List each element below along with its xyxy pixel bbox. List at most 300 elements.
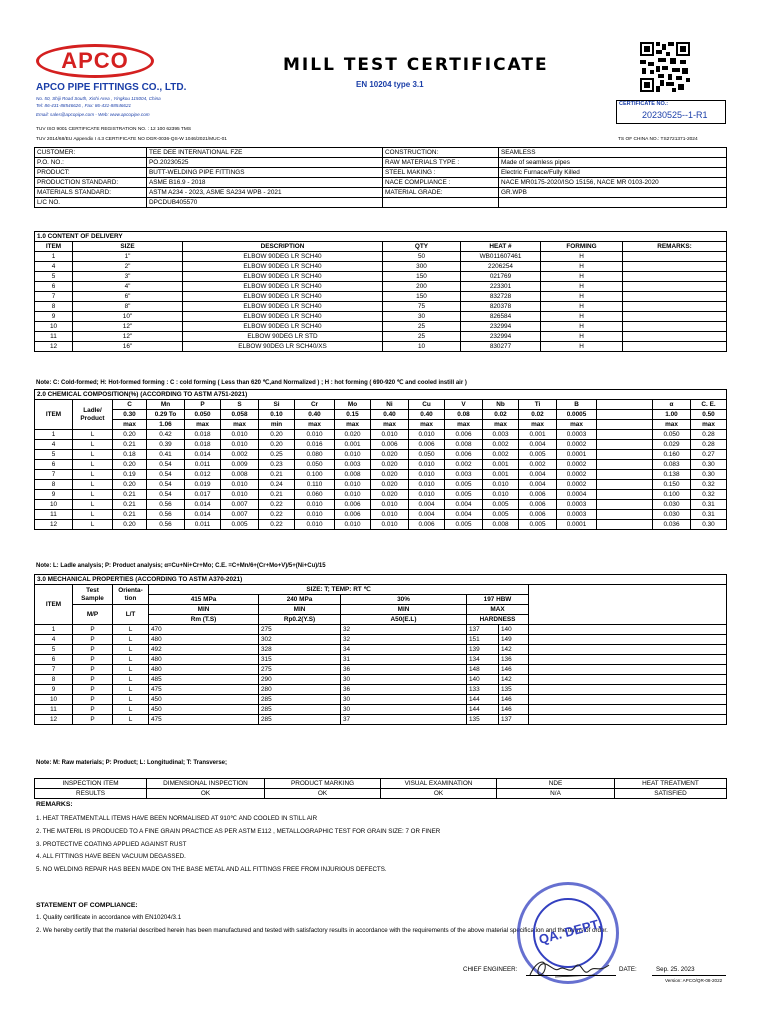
table-cell: 30	[341, 675, 467, 685]
table-cell: 300	[383, 262, 461, 272]
table-cell: 0.010	[371, 520, 409, 530]
empty-cell	[529, 705, 727, 715]
table-cell: H	[541, 272, 623, 282]
table-cell: 0.004	[519, 480, 557, 490]
qr-code-icon	[640, 42, 690, 92]
table-cell: H	[541, 332, 623, 342]
table-cell: 146	[499, 705, 529, 715]
table-cell: P	[73, 675, 113, 685]
remark-1: 1. HEAT TREATMENT:ALL ITEMS HAVE BEEN NORMALISED AT 910℃ AND COOLED IN STILL AIR	[36, 815, 318, 822]
table-cell	[623, 312, 727, 322]
table-cell: 820378	[461, 302, 541, 312]
table-cell: 148	[467, 665, 499, 675]
table-cell: 0.0001	[557, 520, 597, 530]
table-cell: H	[541, 302, 623, 312]
table-cell: 0.28	[691, 430, 727, 440]
table-cell: 0.006	[335, 500, 371, 510]
signature-line	[526, 975, 616, 976]
table-cell: 0.21	[259, 470, 295, 480]
table-cell: ELBOW 90DEG LR SCH40	[183, 312, 383, 322]
table-cell: 0.21	[259, 490, 295, 500]
table-cell: 485	[149, 675, 259, 685]
table-row	[35, 262, 727, 272]
table-cell: 50	[383, 252, 461, 262]
table-cell: 0.006	[519, 500, 557, 510]
table-cell: 0.009	[221, 460, 259, 470]
table-cell: 7	[35, 470, 73, 480]
chem-limit-row: max 1.06 max max min max max max max max max max max max max	[35, 420, 727, 430]
table-row	[35, 665, 727, 675]
table-cell: 0.020	[371, 490, 409, 500]
table-cell: 7	[35, 292, 73, 302]
table-cell	[597, 440, 653, 450]
table-cell: 12"	[73, 322, 183, 332]
table-cell: 0.100	[295, 470, 335, 480]
table-cell	[623, 322, 727, 332]
chem-requirement-row: 0.30 0.29 To 0.050 0.058 0.10 0.40 0.15 0.40 0.40 0.08 0.02 0.02 0.0005 1.00 0.50	[35, 410, 727, 420]
table-row	[35, 470, 727, 480]
compliance-title: STATEMENT OF COMPLIANCE:	[36, 902, 138, 909]
table-cell: 315	[259, 655, 341, 665]
table-cell	[623, 342, 727, 352]
table-cell: 0.003	[335, 460, 371, 470]
date-value: Sep. 25. 2023	[656, 966, 695, 973]
table-cell: 0.003	[445, 470, 483, 480]
table-cell: 0.56	[147, 510, 185, 520]
remark-2: 2. THE MATERIL IS PRODUCED TO A FINE GRAIN PRACTICE AS PER ASTM E112 , METALLOGRAPHIC TEST FOR GRAIN SIZE: 7 OR FINER	[36, 828, 441, 835]
table-cell: 0.20	[259, 440, 295, 450]
table-cell: L	[73, 470, 113, 480]
table-row	[35, 645, 727, 655]
table-cell: 0.006	[445, 430, 483, 440]
table-cell: 223301	[461, 282, 541, 292]
table-row	[35, 342, 727, 352]
table-cell: 0.010	[409, 430, 445, 440]
table-cell: 36	[341, 685, 467, 695]
chemical-table	[34, 389, 727, 530]
table-cell: 32	[341, 635, 467, 645]
table-cell: L	[73, 460, 113, 470]
table-cell: 0.001	[335, 440, 371, 450]
table-cell: 31	[341, 655, 467, 665]
table-cell: 11	[35, 332, 73, 342]
table-cell: 32	[341, 625, 467, 635]
ts-china-number: TS OF CHINA NO.: TS2721371-2024	[618, 137, 698, 142]
table-cell: 0.005	[483, 500, 519, 510]
table-cell: 0.22	[259, 510, 295, 520]
empty-cell	[529, 645, 727, 655]
chem-element-row: ITEM Ladle/ Product C Mn P S Si Cr Mo Ni Cu V Nb Ti B α C. E.	[35, 400, 727, 410]
table-cell: 0.21	[113, 500, 147, 510]
table-cell: L	[73, 490, 113, 500]
table-cell	[623, 282, 727, 292]
table-row	[35, 292, 727, 302]
table-cell: 0.005	[445, 520, 483, 530]
table-cell: P	[73, 705, 113, 715]
table-cell: ELBOW 90DEG LR SCH40	[183, 292, 383, 302]
table-row	[35, 252, 727, 262]
table-cell: 16"	[73, 342, 183, 352]
table-cell: 0.010	[371, 510, 409, 520]
delivery-section-title: 1.0 CONTENT OF DELIVERY	[35, 232, 727, 242]
table-cell: L	[73, 520, 113, 530]
info-row: MATERIALS STANDARD: ASTM A234 - 2023, ASME SA234 WPB - 2021 MATERIAL GRADE: GR.WPB	[35, 188, 727, 198]
table-cell: 0.002	[445, 460, 483, 470]
table-cell: ELBOW 90DEG LR SCH40	[183, 322, 383, 332]
table-cell: 1	[35, 430, 73, 440]
table-cell: 149	[499, 635, 529, 645]
table-cell: H	[541, 312, 623, 322]
table-cell: 830277	[461, 342, 541, 352]
table-cell: 0.010	[295, 500, 335, 510]
table-cell: 4	[35, 635, 73, 645]
company-phone: Tel: 86-431-88546626 , Fax: 86-431-88546621	[36, 103, 132, 108]
table-cell: 9	[35, 490, 73, 500]
table-cell: ELBOW 90DEG LR SCH40/XS	[183, 342, 383, 352]
table-cell: 5	[35, 645, 73, 655]
table-cell: L	[113, 675, 149, 685]
table-cell: 0.22	[259, 500, 295, 510]
table-cell: 0.008	[483, 520, 519, 530]
table-cell: 6	[35, 282, 73, 292]
table-cell: 150	[383, 292, 461, 302]
table-cell: 12"	[73, 332, 183, 342]
table-cell: 0.23	[259, 460, 295, 470]
table-cell: 11	[35, 705, 73, 715]
table-cell	[597, 460, 653, 470]
table-cell: 144	[467, 705, 499, 715]
table-cell: 0.0004	[557, 490, 597, 500]
table-cell: 0.005	[519, 520, 557, 530]
table-cell: 475	[149, 715, 259, 725]
table-cell	[623, 292, 727, 302]
table-cell: 140	[467, 675, 499, 685]
table-cell: H	[541, 322, 623, 332]
table-cell: L	[73, 450, 113, 460]
table-cell: 11	[35, 510, 73, 520]
table-cell: 0.029	[653, 440, 691, 450]
table-cell	[597, 500, 653, 510]
table-cell: ELBOW 90DEG LR SCH40	[183, 252, 383, 262]
table-cell: ELBOW 90DEG LR SCH40	[183, 272, 383, 282]
table-cell: 10	[35, 500, 73, 510]
table-cell: 7	[35, 665, 73, 675]
table-cell: L	[113, 635, 149, 645]
table-cell: L	[113, 685, 149, 695]
table-cell: 0.018	[185, 440, 221, 450]
table-row	[35, 635, 727, 645]
table-cell: 30	[341, 705, 467, 715]
table-cell: L	[113, 625, 149, 635]
table-cell: 0.008	[221, 470, 259, 480]
table-cell: P	[73, 695, 113, 705]
table-cell: P	[73, 625, 113, 635]
table-cell: 832728	[461, 292, 541, 302]
table-cell: 10	[35, 322, 73, 332]
table-cell: 0.0002	[557, 470, 597, 480]
table-cell: P	[73, 635, 113, 645]
table-cell: 475	[149, 685, 259, 695]
table-cell: 12	[35, 520, 73, 530]
table-cell: 2206254	[461, 262, 541, 272]
table-row	[35, 480, 727, 490]
inspection-table	[34, 778, 727, 799]
table-cell: 0.010	[295, 520, 335, 530]
table-cell: 0.006	[335, 510, 371, 520]
table-cell: 0.080	[295, 450, 335, 460]
table-cell: 0.010	[221, 440, 259, 450]
empty-cell	[529, 675, 727, 685]
mechanical-note: Note: M: Raw materials; P: Product; L: Longitudinal; T: Transverse;	[36, 760, 228, 766]
table-cell: 2"	[73, 262, 183, 272]
empty-cell	[529, 635, 727, 645]
table-row	[35, 282, 727, 292]
delivery-note: Note: C: Cold-formed; H: Hot-formed forming : C : cold forming ( Less than 620 ℃,and Normalized ) ; H : hot forming ( 690-920 ℃ and cooled instill air )	[36, 380, 467, 386]
table-cell: 146	[499, 695, 529, 705]
table-cell: 0.017	[185, 490, 221, 500]
info-row: L/C NO. DPCDUB405570	[35, 198, 727, 208]
table-cell: 0.005	[445, 490, 483, 500]
table-cell: 0.25	[259, 450, 295, 460]
table-cell	[623, 252, 727, 262]
table-cell: 0.0002	[557, 440, 597, 450]
table-cell: 30	[341, 695, 467, 705]
table-cell: 0.011	[185, 520, 221, 530]
table-cell: 133	[467, 685, 499, 695]
table-cell: 492	[149, 645, 259, 655]
table-cell: H	[541, 282, 623, 292]
table-cell: 0.004	[445, 510, 483, 520]
remark-3: 3. PROTECTIVE COATING APPLIED AGAINST RUST	[36, 841, 187, 848]
table-cell: 285	[259, 715, 341, 725]
table-cell: 0.016	[295, 440, 335, 450]
table-cell: 0.012	[185, 470, 221, 480]
table-cell: 0.56	[147, 520, 185, 530]
table-cell: 36	[341, 665, 467, 675]
table-cell: L	[113, 645, 149, 655]
table-cell: 0.0001	[557, 450, 597, 460]
table-cell: 1	[35, 625, 73, 635]
table-cell: 12	[35, 715, 73, 725]
table-cell: 0.005	[221, 520, 259, 530]
table-cell: 142	[499, 645, 529, 655]
table-cell: 0.010	[483, 490, 519, 500]
info-row: CUSTOMER: TEE DEE INTERNATIONAL FZE CONSTRUCTION: SEAMLESS	[35, 148, 727, 158]
table-cell	[623, 332, 727, 342]
table-cell: 0.30	[691, 520, 727, 530]
table-row	[35, 322, 727, 332]
table-cell: 135	[499, 685, 529, 695]
table-cell	[597, 490, 653, 500]
table-cell: 0.010	[409, 490, 445, 500]
table-cell	[597, 470, 653, 480]
table-cell: 0.060	[295, 490, 335, 500]
table-cell: L	[113, 715, 149, 725]
table-cell: 232994	[461, 332, 541, 342]
chemical-section-title: 2.0 CHEMICAL COMPOSITION(%) (ACCORDING TO ASTM A751-2021)	[35, 390, 727, 400]
table-cell: 4	[35, 440, 73, 450]
table-cell: 0.21	[113, 440, 147, 450]
table-row	[35, 510, 727, 520]
chemical-note: Note: L: Ladle analysis; P: Product analysis; α=Cu+Ni+Cr+Mo; C.E. =C+Mn/6+(Cr+Mo+V)/5+(Ni+Cu)/15	[36, 563, 326, 569]
table-cell: L	[73, 430, 113, 440]
table-cell: 1	[35, 252, 73, 262]
table-cell: 0.138	[653, 470, 691, 480]
info-row: P.O. NO.: PO.20230525 RAW MATERIALS TYPE : Made of seamless pipes	[35, 158, 727, 168]
table-cell: 0.20	[113, 430, 147, 440]
document-title: MILL TEST CERTIFICATE	[283, 55, 549, 75]
inspection-header-row: INSPECTION ITEM DIMENSIONAL INSPECTION PRODUCT MARKING VISUAL EXAMINATION NDE HEAT TREATMENT	[35, 779, 727, 789]
table-cell: L	[113, 695, 149, 705]
table-cell	[623, 272, 727, 282]
table-cell: 0.050	[295, 460, 335, 470]
table-cell: P	[73, 655, 113, 665]
table-cell: 0.30	[691, 470, 727, 480]
table-cell: 0.004	[519, 440, 557, 450]
table-cell: 0.006	[409, 440, 445, 450]
chief-engineer-label: CHIEF ENGINEER:	[463, 966, 518, 973]
ped-certificate: TUV 2014/68/EU Appendix I 4.3 CERTIFICATE NO DGR-0036-QS-W 1046/2021/MUC-01	[36, 137, 227, 142]
table-cell: 0.18	[113, 450, 147, 460]
table-row	[35, 695, 727, 705]
table-cell: 0.004	[409, 510, 445, 520]
table-cell: 0.006	[519, 510, 557, 520]
table-cell: 0.010	[221, 490, 259, 500]
table-cell: 142	[499, 675, 529, 685]
table-cell: 0.030	[653, 500, 691, 510]
table-cell: ELBOW 90DEG LR SCH40	[183, 282, 383, 292]
table-cell: 0.020	[371, 450, 409, 460]
table-cell: 0.010	[409, 460, 445, 470]
mechanical-section-title: 3.0 MECHANICAL PROPERTIES (ACCORDING TO ASTM A370-2021)	[35, 575, 727, 585]
table-cell: 8"	[73, 302, 183, 312]
table-cell: 470	[149, 625, 259, 635]
remarks-title: REMARKS:	[36, 801, 73, 808]
table-cell: 275	[259, 625, 341, 635]
table-cell: 0.0003	[557, 500, 597, 510]
remark-4: 4. ALL FITTINGS HAVE BEEN VACUUM DEGASSED.	[36, 853, 186, 860]
table-cell: P	[73, 685, 113, 695]
table-cell: 150	[383, 272, 461, 282]
table-cell: 0.014	[185, 500, 221, 510]
table-cell: 0.050	[409, 450, 445, 460]
table-cell: 0.050	[653, 430, 691, 440]
table-cell: 8	[35, 675, 73, 685]
delivery-table	[34, 231, 727, 352]
company-email: Email: sales@apcopipe.com - Web: www.apcopipe.com	[36, 112, 150, 117]
table-cell: 10	[383, 342, 461, 352]
empty-cell	[529, 685, 727, 695]
table-row	[35, 490, 727, 500]
signature-icon	[525, 955, 615, 983]
table-cell: 826584	[461, 312, 541, 322]
table-cell: 0.003	[483, 430, 519, 440]
table-cell: 4"	[73, 282, 183, 292]
table-cell	[597, 510, 653, 520]
table-cell: 0.20	[113, 520, 147, 530]
table-cell: 0.002	[221, 450, 259, 460]
table-cell: 0.002	[483, 440, 519, 450]
table-cell: 10	[35, 695, 73, 705]
table-cell: H	[541, 252, 623, 262]
table-row	[35, 675, 727, 685]
table-row	[35, 500, 727, 510]
table-row	[35, 440, 727, 450]
table-cell: L	[113, 655, 149, 665]
table-cell: 0.011	[185, 460, 221, 470]
table-cell: 0.005	[445, 480, 483, 490]
table-row	[35, 685, 727, 695]
table-row	[35, 302, 727, 312]
table-cell: 144	[467, 695, 499, 705]
table-row	[35, 312, 727, 322]
table-cell: 0.20	[259, 430, 295, 440]
table-cell: 0.100	[653, 490, 691, 500]
table-cell: 0.54	[147, 470, 185, 480]
table-cell: 021769	[461, 272, 541, 282]
table-cell: 0.42	[147, 430, 185, 440]
iso-registration: TUV ISO 9001 CERTIFICATE REGISTRATION NO. : 12 100 62395 TMS	[36, 127, 192, 132]
table-cell: WB011607461	[461, 252, 541, 262]
table-cell: 0.020	[371, 480, 409, 490]
table-cell: 0.004	[409, 500, 445, 510]
table-cell: 200	[383, 282, 461, 292]
table-cell: 0.21	[113, 510, 147, 520]
table-cell: 0.31	[691, 510, 727, 520]
table-row	[35, 460, 727, 470]
table-cell: 480	[149, 665, 259, 675]
table-cell: 0.32	[691, 480, 727, 490]
table-cell: 5	[35, 450, 73, 460]
company-name: APCO PIPE FITTINGS CO., LTD.	[36, 82, 187, 93]
table-cell: 139	[467, 645, 499, 655]
empty-cell	[529, 655, 727, 665]
table-cell: 0.020	[371, 470, 409, 480]
table-cell: 0.005	[483, 510, 519, 520]
table-cell: 34	[341, 645, 467, 655]
table-cell: 10"	[73, 312, 183, 322]
table-row	[35, 272, 727, 282]
table-cell: ELBOW 90DEG LR STD	[183, 332, 383, 342]
table-cell: 0.036	[653, 520, 691, 530]
table-cell: 285	[259, 705, 341, 715]
delivery-header-row: ITEM SIZE DESCRIPTION QTY HEAT # FORMING REMARKS:	[35, 242, 727, 252]
table-cell: 9	[35, 312, 73, 322]
table-cell: H	[541, 342, 623, 352]
table-cell: 0.002	[483, 450, 519, 460]
table-cell: 0.39	[147, 440, 185, 450]
table-cell: 0.014	[185, 450, 221, 460]
table-cell: ELBOW 90DEG LR SCH40	[183, 302, 383, 312]
table-cell: 0.54	[147, 490, 185, 500]
table-cell: 0.006	[371, 440, 409, 450]
table-cell: 0.020	[335, 430, 371, 440]
table-cell: L	[73, 510, 113, 520]
document-subtitle: EN 10204 type 3.1	[356, 80, 424, 89]
table-row	[35, 625, 727, 635]
table-cell: 135	[467, 715, 499, 725]
table-row	[35, 450, 727, 460]
table-cell: 146	[499, 665, 529, 675]
table-cell: ELBOW 90DEG LR SCH40	[183, 262, 383, 272]
table-cell: 0.010	[335, 480, 371, 490]
table-cell: L	[73, 440, 113, 450]
table-cell: L	[73, 480, 113, 490]
empty-cell	[529, 715, 727, 725]
table-cell: 0.0002	[557, 460, 597, 470]
company-address: No. 50, Shiji Road South, Xishi Area , Yingkou 115004, China	[36, 96, 161, 101]
table-cell: 6"	[73, 292, 183, 302]
